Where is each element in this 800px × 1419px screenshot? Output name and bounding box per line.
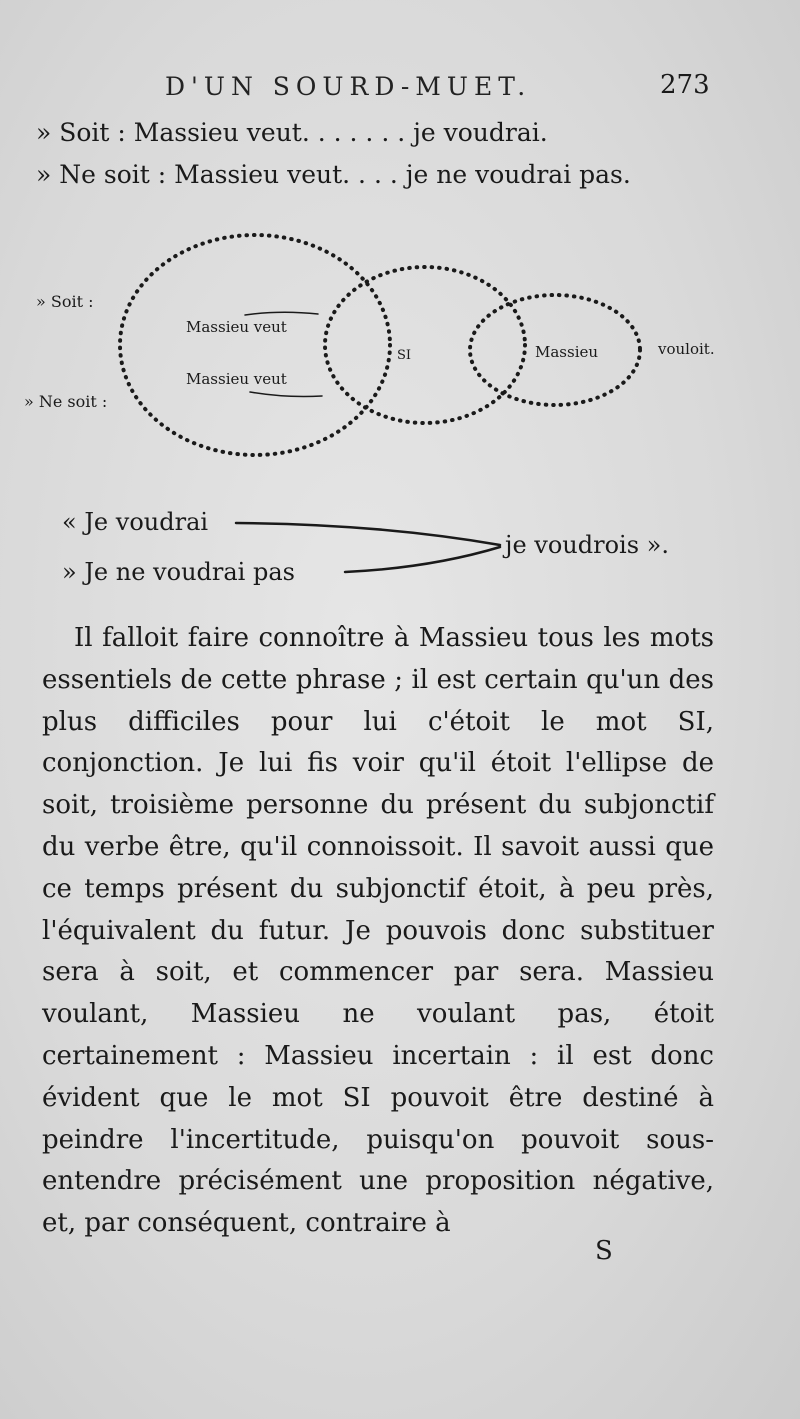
example-result: je voudrois ». (505, 531, 669, 559)
diagram-ne-soit-label: » Ne soit : (24, 392, 108, 411)
diagram-si-label: SI (397, 348, 412, 363)
page-number: 273 (660, 70, 710, 100)
diagram-massieu-veut-lower: Massieu veut (186, 370, 287, 388)
upper-merge-line (236, 523, 500, 545)
example-line-1: « Je voudrai (62, 508, 209, 536)
signature-mark: S (595, 1236, 613, 1266)
lower-merge-line (345, 547, 500, 572)
diagram-vouloit-label: vouloit. (658, 340, 715, 358)
running-title: D'UN SOURD-MUET. (165, 72, 532, 101)
diagram-soit-label: » Soit : (36, 292, 94, 311)
merge-brace-lines (0, 500, 800, 590)
left-dotted-ellipse (120, 235, 390, 455)
upper-underline (245, 312, 318, 315)
diagram-massieu-veut-upper: Massieu veut (186, 318, 287, 336)
lower-underline (250, 392, 322, 397)
middle-dotted-ellipse (325, 267, 525, 423)
body-paragraph (42, 618, 714, 1245)
quote-line-2: » Ne soit : Massieu veut. . . . je ne voudrai pas. (36, 160, 631, 189)
body-paragraph-text: Il falloit faire connoître à Massieu tous les mots essentiels de cette phrase ; il est certain qu'un des plus difficiles pour lui c'étoit le mot SI, conjonction. Je lui fis voir qu'il étoit l'ellipse de soit, troisième personne du présent du subjonctif du verbe être, qu'il connoissoit. Il savoit aussi que ce temps présent du subjonctif étoit, à peu près, l'équivalent du futur. Je pouvois donc substituer sera à soit, et commencer par sera. Massieu voulant, Massieu ne voulant pas, étoit certainement : Massieu incertain : il est donc évident que le mot SI pouvoit être destiné à peindre l'incertitude, puisqu'on pouvoit sous-entendre précisément une proposition négative, et, par conséquent, contraire à (42, 623, 714, 1239)
dotted-ellipse-diagram (0, 230, 800, 480)
quote-line-1: » Soit : Massieu veut. . . . . . . je voudrai. (36, 118, 548, 147)
example-line-2: » Je ne voudrai pas (62, 558, 295, 586)
diagram-massieu-label: Massieu (535, 343, 599, 361)
